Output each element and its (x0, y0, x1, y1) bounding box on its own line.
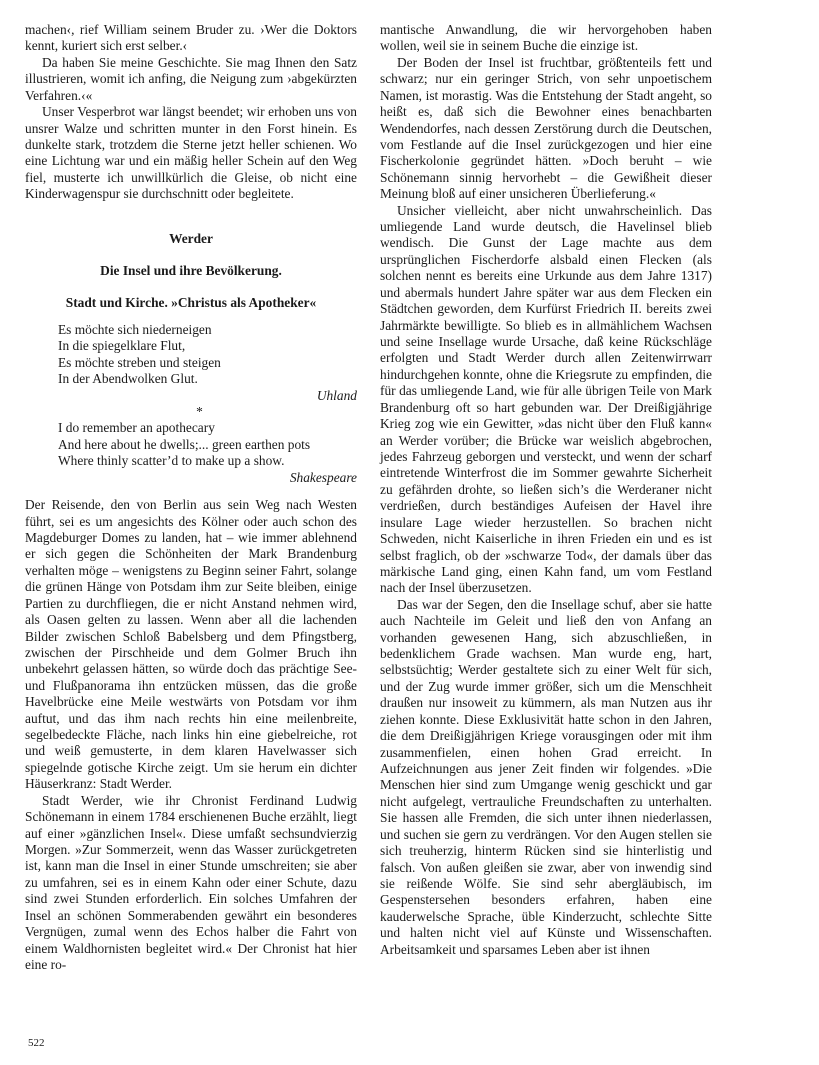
separator-asterisk: * (196, 404, 203, 420)
section-title: Stadt und Kirche. »Christus als Apotheker« (65, 295, 317, 311)
paragraph: machen‹, rief William seinem Bruder zu. ›Wer die Doktors kennt, kuriert sich erst selber.‹ (25, 22, 357, 54)
paragraph: Unser Vesperbrot war längst beendet; wir erhoben uns von unsrer Walze und schritten munter in den Forst hinein. Es dunkelte stark, trotzdem die Sterne jetzt heller schienen. Wo eine Lichtung war und ein mäßig heller Schein auf den Weg fiel, musterte ich unwillkürlich die Gleise, ob nicht eine Kinderwagenspur sie durchschnitt oder begleitete. (25, 104, 357, 202)
poem-line: In die spiegelklare Flut, (58, 338, 186, 354)
epigraph-author: Uhland (316, 387, 357, 403)
epigraph-poem-uhland (58, 322, 357, 388)
epigraph-poem-shakespeare (58, 420, 357, 469)
poem-line: Es möchte streben und steigen (58, 354, 221, 370)
left-column (25, 22, 357, 973)
paragraph: Stadt Werder, wie ihr Chronist Ferdinand Ludwig Schönemann in einem 1784 erschienenen Buche erzählt, liegt auf einer »gänzlichen Insel«. Diese umfaßt sechsundvierzig Morgen. »Zur Sommerzeit, wenn das Wasser zurückgetreten ist, kann man die Insel in einer Stunde umschreiten; sie aber zu umfahren, sei es in einem Kahn oder einer Schute, dazu sind zwei Stunden erforderlich. Ein solches Umfahren der Insel an schönen Sommerabenden gewährt ein besonderes Vergnügen, zumal wenn des Echos halber die Fahrt von einem Waldhornisten begleitet wird.« Der Chronist hat hier eine ro- (25, 792, 357, 972)
paragraph: Der Boden der Insel ist fruchtbar, größtenteils fett und schwarz; nur ein geringer Strich, von sehr unpoetischem Namen, ist morastig. Was die Entstehung der Stadt angeht, so heißt es, daß sich die Bewohner eines benachbarten Wendendorfes, nach dessen Zerstörung durch die Deutschen, vom Festlande auf die Insel zurückgezogen und hier eine Fischerkolonie gegründet hätten. »Doch beruht – wie Schönemann sinnig hervorhebt – die Gewißheit dieser Meinung bloß auf einer unsicheren Überlieferung.« (380, 54, 712, 202)
poem-line: Where thinly scatter’d to make up a show. (58, 453, 285, 469)
chapter-subtitle: Die Insel und ihre Bevölkerung. (100, 263, 282, 279)
paragraph: Das war der Segen, den die Insellage schuf, aber sie hatte auch Nachteile im Geleit und ließ den von Anfang an vorhanden gewesenen Hang, sich abzuschließen, in bedenklichem Grade wachsen. Man wurde eng, hart, selbstsüchtig; Werder gestaltete sich zu einer Welt für sich, und der Zug wurde immer größer, sich um die Menschheit draußen nur insoweit zu kümmern, als man Nutzen aus ihr ziehen konnte. Diese Exklusivität hatte schon in den Jahren, die dem Dreißigjährigen Kriege vorausgingen oder mit ihm zusammenfielen, einen hohen Grad erreicht. In Aufzeichnungen aus jener Zeit finden wir folgendes. »Die Menschen hier sind zum Umgange wenig geschickt und gar nicht aufgelegt, vertrauliche Freundschaften zu unterhalten. Sie hassen alle Fremden, die sich unter ihnen niederlassen, und suchen sie gern zu verdrängen. Vor den Augen stellen sie sich treuherzig, hinterm Rücken sind sie hinterlistig und falsch. Von außen gleißen sie zwar, aber von inwendig sind sie reißende Wölfe. Sie sind sehr abergläubisch, im Gespenstersehen besonders erfahren, haben eine kauderwelsche Sprache, üble Kinderzucht, schlechte Sitte und halten nicht viel auf Künste und Wissenschaften. Arbeitsamkeit und sparsames Leben aber ist ihnen (380, 596, 712, 957)
poem-line: I do remember an apothecary (58, 420, 215, 436)
paragraph: Da haben Sie meine Geschichte. Sie mag Ihnen den Satz illustrieren, womit ich anfing, die Neigung zum ›abgekürzten Verfahren.‹« (25, 54, 357, 103)
poem-line: And here about he dwells;... green earthen pots (58, 436, 311, 452)
right-column (380, 22, 712, 958)
epigraph-author: Shakespeare (289, 469, 357, 485)
paragraph: mantische Anwandlung, die wir hervorgehoben haben wollen, weil sie in seinem Buche die einzige ist. (380, 22, 712, 54)
paragraph: Unsicher vielleicht, aber nicht unwahrscheinlich. Das umliegende Land wurde deutsch, die Havelinsel blieb wendisch. Die Gunst der Lage machte aus dem ursprünglichen Fischerdorfe alsbald einen Flecken (als solchen nennt es bereits eine Urkunde aus dem Jahre 1317) und abermals hundert Jahre später war aus dem Flecken ein Städtchen geworden, dem Kurfürst Friedrich II. bereits zwei Jahrmärkte bewilligte. So blieb es in allmählichem Wachsen und seine Insellage wurde Ursache, daß keine Rückschläge erfolgten und Stadt Werder durch allen Zeitenwirrwarr hindurchgehen konnte, ohne die Kriegsrute zu empfinden, die für das umliegende Land, wie für alle übrigen Teile von Mark Brandenburg oft so hart gebunden war. Der Dreißigjährige Krieg zog wie ein Gewitter, »das nicht über den Fluß kann« an Werder vorüber; die Brücke war weislich abgebrochen, jedes Fahrzeug geborgen und versteckt, und wenn der scharf eintretende Winterfrost die im Sommer gewahrte Sicherheit zu gefährden drohte, so ließen sich’s die Werderaner nicht verdrießen, durch beständiges Aufeisen der Havel ihre insulare Lage wieder herzustellen. So brachen nicht Schweden, nicht Kaiserliche in ihren Frieden ein und es ist selbst fraglich, ob der »schwarze Tod«, der damals über das märkische Land ging, einen Kahn fand, um vom Festland nach der Insel überzusetzen. (380, 202, 712, 596)
chapter-title: Werder (169, 230, 213, 246)
paragraph: Der Reisende, den von Berlin aus sein Weg nach Westen führt, sei es um angesichts des Kölner oder auch schon des Magdeburger Domes zu landen, hat – wie immer ablehnend er sich gegen die Schönheiten der Mark Brandenburg verhalten möge – wenigstens zu Beginn seiner Fahrt, solange die grünen Hänge von Potsdam ihm zur Seite bleiben, einige Partien zu durchfliegen, die er nicht Anstand nehmen wird, als Oasen gelten zu lassen. Wenn aber all die lachenden Bilder zwischen Schloß Babelsberg und dem Pfingstberg, zwischen der Pirschheide und dem Golmer Bruch ihn unbekehrt gelassen hätten, so würde doch das prächtige See- und Flußpanorama ihn entzücken müssen, das die große Havelbrücke eine Meile westwärts von Potsdam vor ihm auftut, und das ihm nach rechts hin eine meilenbreite, segelbedeckte Fläche, nach links hin eine giebelreiche, rot und weiß gemusterte, in dem klaren Havelwasser sich spiegelnde gotische Kirche zeigt. Um sie herum ein dichter Häuserkranz: Stadt Werder. (25, 497, 357, 792)
poem-line: In der Abendwolken Glut. (58, 371, 198, 387)
poem-line: Es möchte sich niederneigen (58, 321, 212, 337)
page-number: 522 (28, 1037, 45, 1049)
